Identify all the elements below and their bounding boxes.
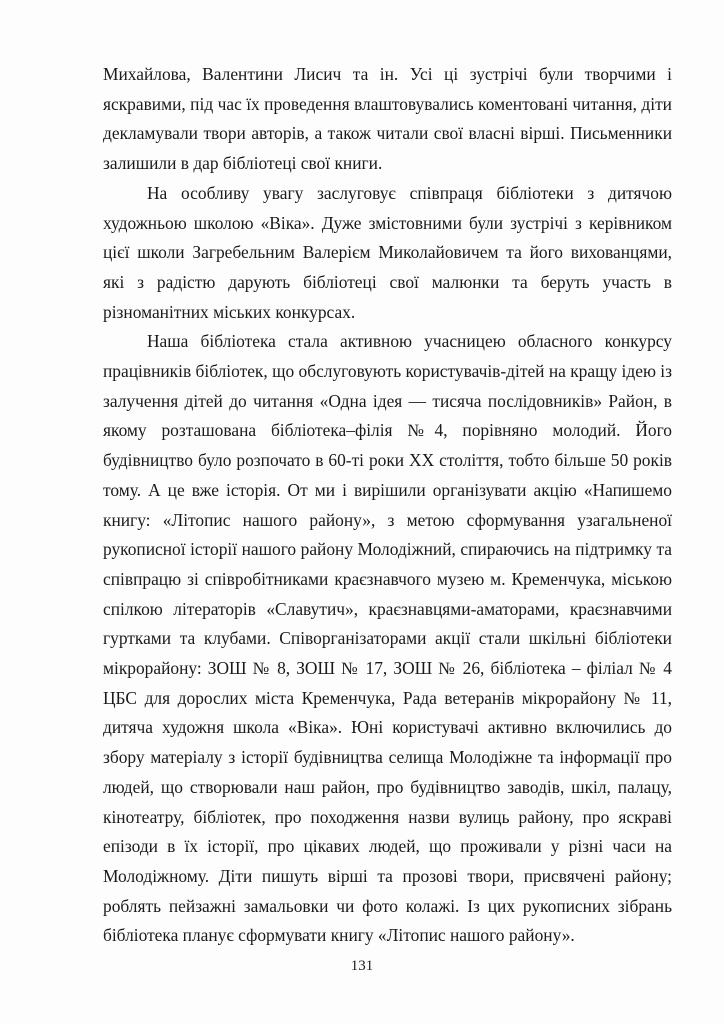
page-number: 131 [350,958,374,974]
paragraph-1: Михайлова, Валентини Лисич та ін. Усі ці зустрічі були творчими і яскравими, під час їх проведення влаштовувались коментовані читання, діти декламували твори авторів, а також читали свої власні вірші. Письменники залишили в дар бібліотеці свої книги. [103,64,672,174]
body-text [103,60,672,951]
paragraph-3: Наша бібліотека стала активною учасницею обласного конкурсу працівників бібліотек, що обслуговують користувачів-дітей на кращу ідею із залучення дітей до читання «Одна ідея — тисяча послідовників» Район, в якому розташована бібліотека–філія №4, порівняно молодий. Його будівництво було розпочато в 60-ті роки XX століття, тобто більше 50 років тому. А це вже історія. От ми і вирішили організувати акцію «Напишемо книгу: «Літопис нашого району», з метою сформування узагальненої рукописної історії нашого району Молодіжний, спираючись на підтримку та співпрацю зі співробітниками краєзнавчого музею м. Кременчука, міською спілкою літераторів «Славутич», краєзнавцями-аматорами, краєзнавчими гуртками та клубами. Співорганізаторами акції стали шкільні бібліотеки мікрорайону: ЗОШ № 8, ЗОШ № 17, ЗОШ № 26, бібліотека – філіал № 4 ЦБС для дорослих міста Кременчука, Рада ветеранів мікрорайону № 11, дитяча художня школа «Віка». Юні користувачі активно включились до збору матеріалу з історії будівництва селища Молодіжне та інформації про людей, що створювали наш район, про будівництво заводів, шкіл, палацу, кінотеатру, бібліотек, про походження назви вулиць району, про яскраві епізоди в їх історії, про цікавих людей, що проживали у різні часи на Молодіжному. Діти пишуть вірші та прозові твори, присвячені району; роблять пейзажні замальовки чи фото колажі. Із цих рукописних зібрань бібліотека планує сформувати книгу «Літопис нашого району». [103,331,672,946]
paragraph-2: На особливу увагу заслуговує співпраця бібліотеки з дитячою художньою школою «Віка». Дуже змістовними були зустрічі з керівником цієї школи Загребельним Валерієм Миколайовичем та його вихованцями, які з радістю дарують бібліотеці свої малюнки та беруть участь в різноманітних міських конкурсах. [103,182,672,322]
